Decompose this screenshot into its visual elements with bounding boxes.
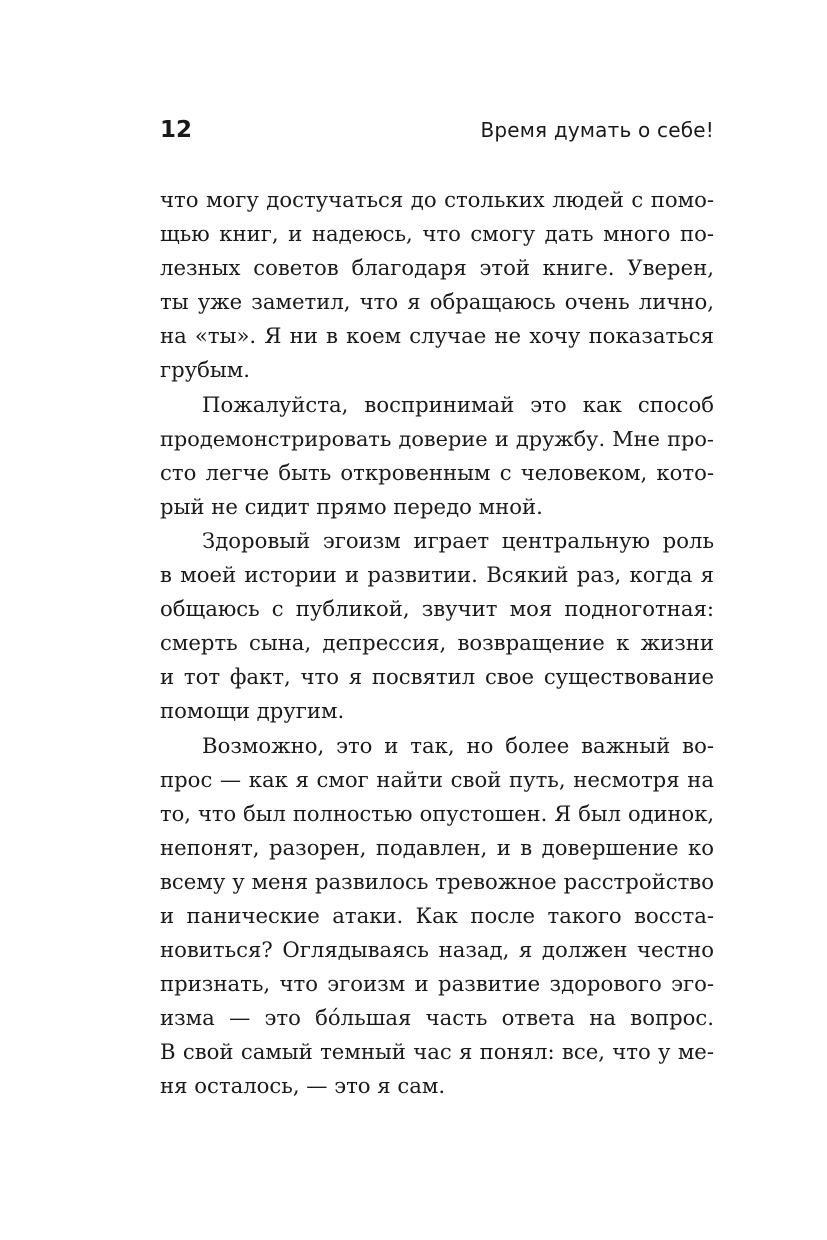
text-line: всему у меня развилось тревожное расстройство (160, 868, 714, 894)
text-line: грубым. (160, 357, 250, 383)
text-line: общаюсь с публикой, звучит моя подноготная: (160, 596, 714, 622)
text-line: новиться? Оглядываясь назад, я должен честно (160, 937, 714, 963)
text-line: ня осталось, — это я сам. (160, 1073, 446, 1099)
text-line: смерть сына, депрессия, возвращение к жизни (160, 630, 714, 656)
text-line: щью книг, и надеюсь, что смогу дать много по- (160, 221, 714, 247)
text-line: непонят, разорен, подавлен, и в довершение ко (160, 834, 714, 860)
paragraph-2 (160, 388, 714, 524)
text-line: рый не сидит прямо передо мной. (160, 493, 543, 519)
paragraph-1 (160, 183, 714, 388)
page-number: 12 (160, 117, 193, 143)
text-line: изма — это бóльшая часть ответа на вопрос. (160, 1005, 714, 1031)
text-line: прос — как я смог найти свой путь, несмотря на (160, 766, 714, 792)
running-title: Время думать о себе! (480, 118, 714, 142)
body-text (160, 183, 714, 1104)
text-line: лезных советов благодаря этой книге. Уверен, (160, 255, 714, 281)
text-line: сто легче быть откровенным с человеком, кото- (160, 459, 714, 485)
text-line: Пожалуйста, воспринимай это как способ (202, 391, 714, 417)
text-line: ты уже заметил, что я обращаюсь очень лично, (160, 289, 714, 315)
text-line: и панические атаки. Как после такого восста- (160, 902, 714, 928)
paragraph-4 (160, 729, 714, 1104)
text-line: что могу достучаться до стольких людей с помо- (160, 187, 714, 212)
text-line: помощи другим. (160, 698, 345, 724)
text-line: на «ты». Я ни в коем случае не хочу показаться (160, 323, 714, 349)
paragraph-3 (160, 524, 714, 729)
text-line: В свой самый темный час я понял: все, что у ме- (160, 1039, 714, 1065)
text-line: Возможно, это и так, но более важный во- (202, 732, 714, 758)
text-line: Здоровый эгоизм играет центральную роль (202, 527, 714, 553)
page-header (160, 112, 714, 148)
text-line: продемонстрировать доверие и дружбу. Мне про- (160, 426, 714, 451)
text-line: признать, что эгоизм и развитие здорового эго- (160, 971, 714, 997)
text-line: в моей истории и развитии. Всякий раз, когда я (160, 562, 714, 588)
text-line: и тот факт, что я посвятил свое существование (160, 664, 714, 690)
text-line: то, что был полностью опустошен. Я был одинок, (160, 801, 714, 826)
